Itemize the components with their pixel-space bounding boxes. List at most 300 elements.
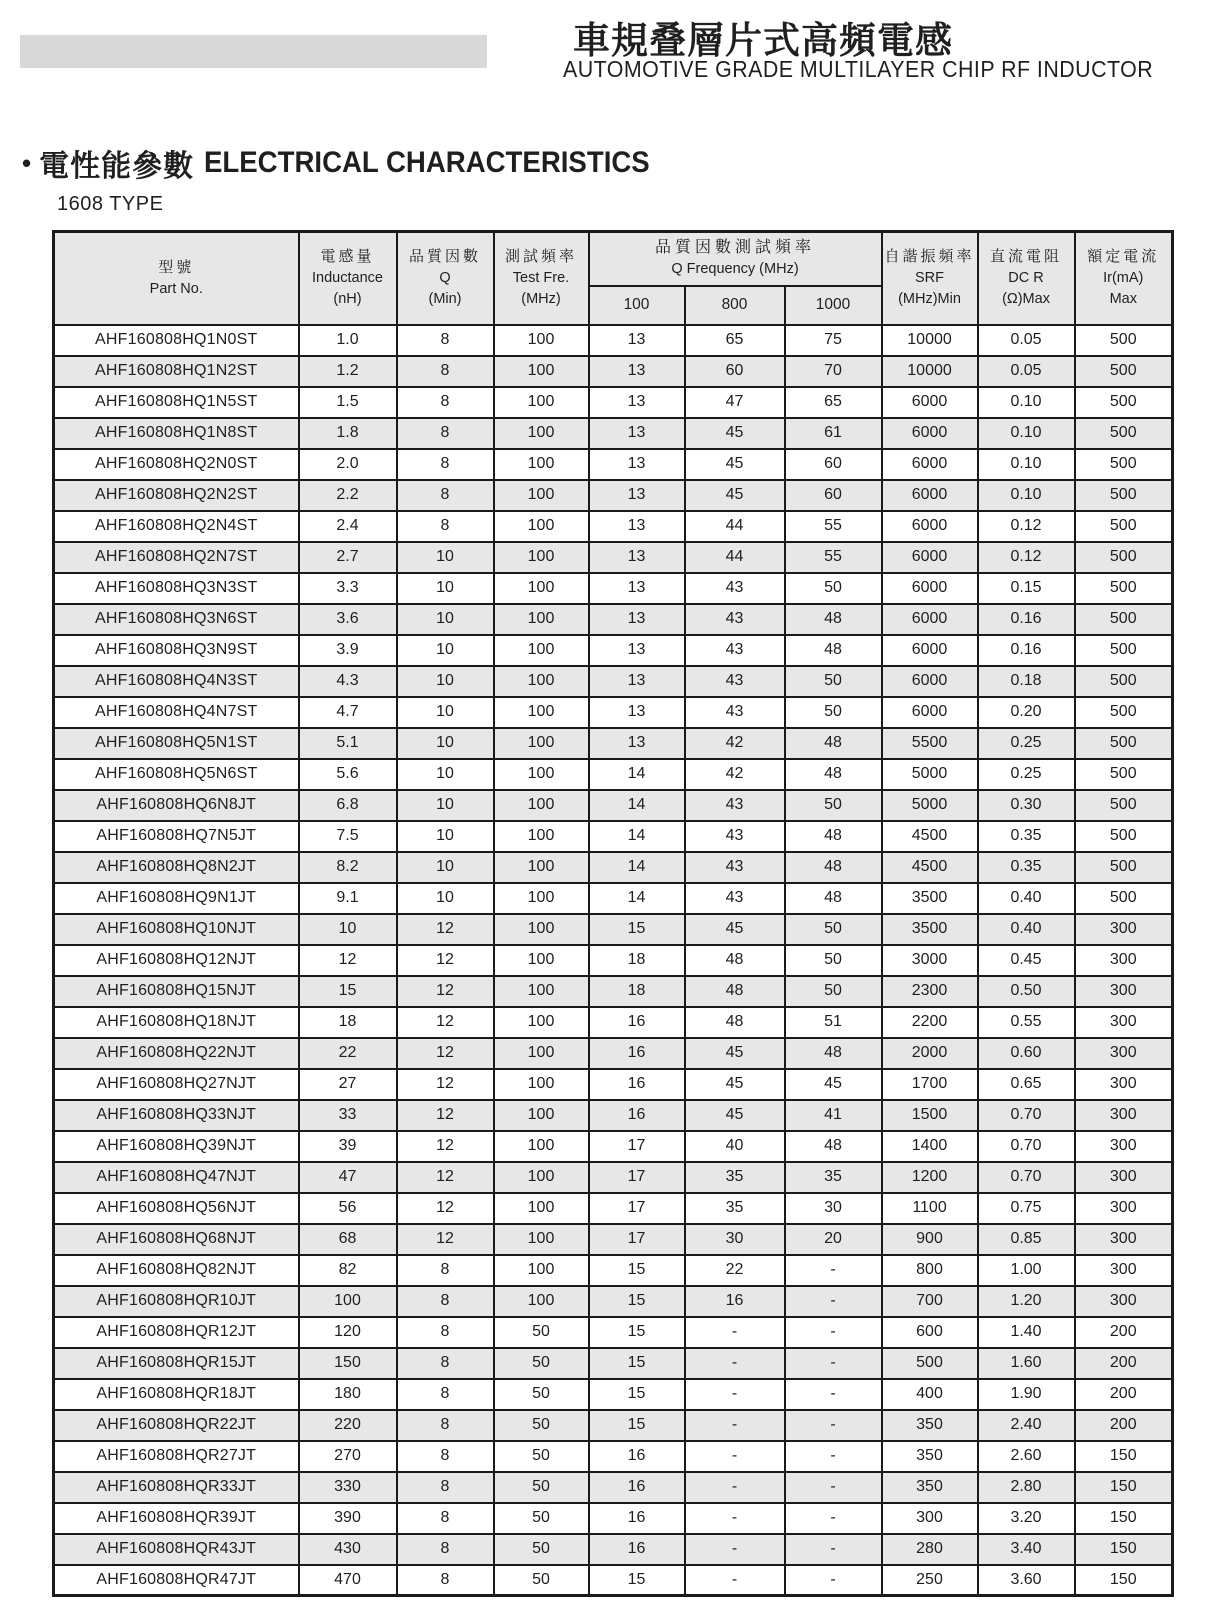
- part-no-cell: AHF160808HQ22NJT: [54, 1038, 299, 1069]
- part-no-cell: AHF160808HQR22JT: [54, 1410, 299, 1441]
- q-1000-cell: 50: [785, 666, 882, 697]
- inductance-cell: 3.9: [299, 635, 397, 666]
- test-frequency-cell: 100: [494, 945, 589, 976]
- inductance-cell: 2.2: [299, 480, 397, 511]
- inductance-cell: 47: [299, 1162, 397, 1193]
- q-800-cell: 43: [685, 821, 785, 852]
- dcr-cell: 0.15: [978, 573, 1075, 604]
- q-1000-cell: -: [785, 1565, 882, 1596]
- inductance-cell: 430: [299, 1534, 397, 1565]
- q-min-cell: 12: [397, 1038, 494, 1069]
- dcr-cell: 0.40: [978, 883, 1075, 914]
- dcr-cell: 0.70: [978, 1162, 1075, 1193]
- table-row: [54, 325, 1173, 356]
- q-1000-cell: 48: [785, 759, 882, 790]
- srf-cell: 500: [882, 1348, 978, 1379]
- dcr-cell: 0.20: [978, 697, 1075, 728]
- q-1000-cell: 55: [785, 511, 882, 542]
- dcr-cell: 0.10: [978, 480, 1075, 511]
- col-header-q-min: 品質因數 Q (Min): [397, 232, 494, 325]
- rated-current-cell: 500: [1075, 325, 1173, 356]
- q-1000-cell: 41: [785, 1100, 882, 1131]
- part-no-cell: AHF160808HQR15JT: [54, 1348, 299, 1379]
- part-no-cell: AHF160808HQ3N3ST: [54, 573, 299, 604]
- q-min-cell: 8: [397, 387, 494, 418]
- q-100-cell: 14: [589, 790, 685, 821]
- srf-cell: 6000: [882, 418, 978, 449]
- q-1000-cell: 61: [785, 418, 882, 449]
- q-800-cell: 45: [685, 449, 785, 480]
- part-no-cell: AHF160808HQ3N6ST: [54, 604, 299, 635]
- inductance-cell: 10: [299, 914, 397, 945]
- q-100-cell: 16: [589, 1503, 685, 1534]
- table-row: [54, 1410, 1173, 1441]
- rated-current-cell: 200: [1075, 1348, 1173, 1379]
- dcr-cell: 2.80: [978, 1472, 1075, 1503]
- q-100-cell: 16: [589, 1441, 685, 1472]
- part-no-cell: AHF160808HQ2N0ST: [54, 449, 299, 480]
- srf-cell: 6000: [882, 449, 978, 480]
- q-800-cell: 48: [685, 945, 785, 976]
- srf-cell: 280: [882, 1534, 978, 1565]
- test-frequency-cell: 100: [494, 1224, 589, 1255]
- q-min-cell: 12: [397, 1224, 494, 1255]
- dcr-cell: 3.60: [978, 1565, 1075, 1596]
- rated-current-cell: 200: [1075, 1410, 1173, 1441]
- q-800-cell: 22: [685, 1255, 785, 1286]
- inductance-cell: 100: [299, 1286, 397, 1317]
- dcr-cell: 0.65: [978, 1069, 1075, 1100]
- q-100-cell: 18: [589, 976, 685, 1007]
- q-min-cell: 12: [397, 1007, 494, 1038]
- q-800-cell: 43: [685, 666, 785, 697]
- q-100-cell: 13: [589, 449, 685, 480]
- rated-current-cell: 300: [1075, 914, 1173, 945]
- table-row: [54, 542, 1173, 573]
- part-no-cell: AHF160808HQR10JT: [54, 1286, 299, 1317]
- col-header-part-no: 型號 Part No.: [54, 232, 299, 325]
- q-800-cell: 45: [685, 1069, 785, 1100]
- table-row: [54, 945, 1173, 976]
- dcr-cell: 0.12: [978, 511, 1075, 542]
- test-frequency-cell: 100: [494, 883, 589, 914]
- srf-cell: 2000: [882, 1038, 978, 1069]
- table-row: [54, 635, 1173, 666]
- part-no-cell: AHF160808HQR27JT: [54, 1441, 299, 1472]
- inductance-cell: 39: [299, 1131, 397, 1162]
- srf-cell: 6000: [882, 542, 978, 573]
- q-min-cell: 12: [397, 1069, 494, 1100]
- rated-current-cell: 200: [1075, 1317, 1173, 1348]
- rated-current-cell: 300: [1075, 1162, 1173, 1193]
- srf-cell: 300: [882, 1503, 978, 1534]
- test-frequency-cell: 100: [494, 573, 589, 604]
- q-min-cell: 8: [397, 1503, 494, 1534]
- q-800-cell: -: [685, 1534, 785, 1565]
- part-no-cell: AHF160808HQ4N3ST: [54, 666, 299, 697]
- part-no-cell: AHF160808HQ56NJT: [54, 1193, 299, 1224]
- dcr-cell: 1.00: [978, 1255, 1075, 1286]
- q-800-cell: 42: [685, 759, 785, 790]
- q-800-cell: 43: [685, 883, 785, 914]
- rated-current-cell: 150: [1075, 1503, 1173, 1534]
- section-heading-en: ELECTRICAL CHARACTERISTICS: [204, 146, 650, 179]
- srf-cell: 1700: [882, 1069, 978, 1100]
- table-row: [54, 1100, 1173, 1131]
- srf-cell: 3500: [882, 883, 978, 914]
- q-min-cell: 10: [397, 697, 494, 728]
- col-header-q-1000: 1000: [785, 286, 882, 325]
- inductance-cell: 82: [299, 1255, 397, 1286]
- q-800-cell: 48: [685, 1007, 785, 1038]
- dcr-cell: 0.10: [978, 387, 1075, 418]
- q-800-cell: -: [685, 1317, 785, 1348]
- q-100-cell: 13: [589, 635, 685, 666]
- table-row: [54, 573, 1173, 604]
- col-header-q-100: 100: [589, 286, 685, 325]
- q-1000-cell: -: [785, 1503, 882, 1534]
- q-1000-cell: 35: [785, 1162, 882, 1193]
- srf-cell: 3500: [882, 914, 978, 945]
- inductance-cell: 2.0: [299, 449, 397, 480]
- part-no-cell: AHF160808HQ1N2ST: [54, 356, 299, 387]
- rated-current-cell: 150: [1075, 1441, 1173, 1472]
- table-row: [54, 511, 1173, 542]
- inductance-cell: 4.3: [299, 666, 397, 697]
- test-frequency-cell: 50: [494, 1348, 589, 1379]
- q-100-cell: 16: [589, 1038, 685, 1069]
- part-no-cell: AHF160808HQ8N2JT: [54, 852, 299, 883]
- q-100-cell: 13: [589, 666, 685, 697]
- q-800-cell: -: [685, 1565, 785, 1596]
- rated-current-cell: 300: [1075, 945, 1173, 976]
- srf-cell: 6000: [882, 666, 978, 697]
- table-row: [54, 480, 1173, 511]
- srf-cell: 4500: [882, 852, 978, 883]
- col-header-rated-current: 額定電流 Ir(mA) Max: [1075, 232, 1173, 325]
- q-min-cell: 8: [397, 325, 494, 356]
- test-frequency-cell: 100: [494, 1286, 589, 1317]
- q-1000-cell: 48: [785, 852, 882, 883]
- q-1000-cell: 48: [785, 883, 882, 914]
- srf-cell: 800: [882, 1255, 978, 1286]
- test-frequency-cell: 100: [494, 821, 589, 852]
- dcr-cell: 0.35: [978, 852, 1075, 883]
- q-1000-cell: -: [785, 1379, 882, 1410]
- electrical-characteristics-table: [52, 230, 1174, 1597]
- srf-cell: 3000: [882, 945, 978, 976]
- q-800-cell: 16: [685, 1286, 785, 1317]
- rated-current-cell: 300: [1075, 1224, 1173, 1255]
- inductance-cell: 1.2: [299, 356, 397, 387]
- q-800-cell: 47: [685, 387, 785, 418]
- q-100-cell: 13: [589, 480, 685, 511]
- rated-current-cell: 500: [1075, 728, 1173, 759]
- q-1000-cell: 50: [785, 945, 882, 976]
- table-row: [54, 852, 1173, 883]
- q-1000-cell: 20: [785, 1224, 882, 1255]
- table-row: [54, 1317, 1173, 1348]
- q-min-cell: 10: [397, 604, 494, 635]
- q-100-cell: 13: [589, 325, 685, 356]
- part-no-cell: AHF160808HQ1N0ST: [54, 325, 299, 356]
- test-frequency-cell: 100: [494, 1007, 589, 1038]
- part-no-cell: AHF160808HQ47NJT: [54, 1162, 299, 1193]
- srf-cell: 2300: [882, 976, 978, 1007]
- q-min-cell: 8: [397, 449, 494, 480]
- q-100-cell: 13: [589, 356, 685, 387]
- q-min-cell: 10: [397, 542, 494, 573]
- table-row: [54, 666, 1173, 697]
- rated-current-cell: 500: [1075, 883, 1173, 914]
- q-min-cell: 10: [397, 821, 494, 852]
- q-min-cell: 8: [397, 1410, 494, 1441]
- dcr-cell: 0.05: [978, 325, 1075, 356]
- part-no-cell: AHF160808HQR12JT: [54, 1317, 299, 1348]
- q-800-cell: -: [685, 1348, 785, 1379]
- dcr-cell: 0.10: [978, 449, 1075, 480]
- test-frequency-cell: 100: [494, 387, 589, 418]
- srf-cell: 250: [882, 1565, 978, 1596]
- part-no-cell: AHF160808HQ10NJT: [54, 914, 299, 945]
- table-row: [54, 1193, 1173, 1224]
- test-frequency-cell: 100: [494, 449, 589, 480]
- part-no-cell: AHF160808HQR47JT: [54, 1565, 299, 1596]
- q-100-cell: 14: [589, 883, 685, 914]
- col-header-dcr: 直流電阻 DC R (Ω)Max: [978, 232, 1075, 325]
- inductance-cell: 1.0: [299, 325, 397, 356]
- test-frequency-cell: 50: [494, 1441, 589, 1472]
- q-100-cell: 17: [589, 1193, 685, 1224]
- q-1000-cell: 70: [785, 356, 882, 387]
- rated-current-cell: 500: [1075, 821, 1173, 852]
- q-100-cell: 17: [589, 1162, 685, 1193]
- table-row: [54, 449, 1173, 480]
- table-row: [54, 1379, 1173, 1410]
- q-800-cell: 43: [685, 697, 785, 728]
- q-100-cell: 14: [589, 821, 685, 852]
- section-heading: [22, 141, 689, 185]
- rated-current-cell: 300: [1075, 1069, 1173, 1100]
- inductance-cell: 150: [299, 1348, 397, 1379]
- part-no-cell: AHF160808HQ2N4ST: [54, 511, 299, 542]
- srf-cell: 6000: [882, 511, 978, 542]
- dcr-cell: 0.45: [978, 945, 1075, 976]
- q-800-cell: 42: [685, 728, 785, 759]
- inductance-cell: 12: [299, 945, 397, 976]
- test-frequency-cell: 100: [494, 1131, 589, 1162]
- table-row: [54, 1534, 1173, 1565]
- dcr-cell: 1.40: [978, 1317, 1075, 1348]
- test-frequency-cell: 50: [494, 1503, 589, 1534]
- test-frequency-cell: 50: [494, 1534, 589, 1565]
- q-1000-cell: 50: [785, 697, 882, 728]
- srf-cell: 1400: [882, 1131, 978, 1162]
- inductance-cell: 120: [299, 1317, 397, 1348]
- rated-current-cell: 150: [1075, 1534, 1173, 1565]
- q-800-cell: 43: [685, 573, 785, 604]
- q-1000-cell: 48: [785, 1131, 882, 1162]
- part-no-cell: AHF160808HQ7N5JT: [54, 821, 299, 852]
- q-100-cell: 16: [589, 1534, 685, 1565]
- part-no-cell: AHF160808HQ4N7ST: [54, 697, 299, 728]
- inductance-cell: 4.7: [299, 697, 397, 728]
- q-800-cell: 43: [685, 604, 785, 635]
- inductance-cell: 6.8: [299, 790, 397, 821]
- q-min-cell: 10: [397, 666, 494, 697]
- q-1000-cell: -: [785, 1286, 882, 1317]
- srf-cell: 10000: [882, 356, 978, 387]
- test-frequency-cell: 50: [494, 1565, 589, 1596]
- q-1000-cell: 48: [785, 1038, 882, 1069]
- dcr-cell: 0.16: [978, 635, 1075, 666]
- dcr-cell: 0.18: [978, 666, 1075, 697]
- q-800-cell: 45: [685, 914, 785, 945]
- header-gray-bar: [20, 35, 487, 68]
- q-min-cell: 10: [397, 759, 494, 790]
- q-min-cell: 10: [397, 790, 494, 821]
- table-row: [54, 821, 1173, 852]
- table-row: [54, 976, 1173, 1007]
- rated-current-cell: 500: [1075, 852, 1173, 883]
- part-no-cell: AHF160808HQ2N2ST: [54, 480, 299, 511]
- q-min-cell: 8: [397, 1255, 494, 1286]
- q-100-cell: 14: [589, 759, 685, 790]
- rated-current-cell: 500: [1075, 604, 1173, 635]
- test-frequency-cell: 100: [494, 418, 589, 449]
- q-800-cell: 43: [685, 635, 785, 666]
- test-frequency-cell: 50: [494, 1379, 589, 1410]
- inductance-cell: 390: [299, 1503, 397, 1534]
- q-min-cell: 12: [397, 914, 494, 945]
- part-no-cell: AHF160808HQ12NJT: [54, 945, 299, 976]
- q-1000-cell: 48: [785, 728, 882, 759]
- table-row: [54, 1565, 1173, 1596]
- q-800-cell: 45: [685, 1038, 785, 1069]
- q-min-cell: 12: [397, 976, 494, 1007]
- q-100-cell: 15: [589, 1286, 685, 1317]
- test-frequency-cell: 100: [494, 480, 589, 511]
- q-min-cell: 8: [397, 1472, 494, 1503]
- part-no-cell: AHF160808HQR39JT: [54, 1503, 299, 1534]
- q-100-cell: 15: [589, 1255, 685, 1286]
- table-row: [54, 1472, 1173, 1503]
- col-header-srf: 自諧振頻率 SRF (MHz)Min: [882, 232, 978, 325]
- table-body: [54, 325, 1173, 1596]
- dcr-cell: 0.05: [978, 356, 1075, 387]
- test-frequency-cell: 100: [494, 511, 589, 542]
- srf-cell: 6000: [882, 604, 978, 635]
- table-row: [54, 1348, 1173, 1379]
- test-frequency-cell: 100: [494, 1193, 589, 1224]
- page-title-zh: 車規叠層片式高頻電感: [573, 20, 953, 61]
- rated-current-cell: 500: [1075, 573, 1173, 604]
- dcr-cell: 0.55: [978, 1007, 1075, 1038]
- q-800-cell: 43: [685, 852, 785, 883]
- dcr-cell: 0.16: [978, 604, 1075, 635]
- section-heading-zh: 電性能參數: [39, 150, 195, 183]
- test-frequency-cell: 100: [494, 852, 589, 883]
- part-no-cell: AHF160808HQ2N7ST: [54, 542, 299, 573]
- test-frequency-cell: 100: [494, 790, 589, 821]
- inductance-cell: 27: [299, 1069, 397, 1100]
- dcr-cell: 3.20: [978, 1503, 1075, 1534]
- q-800-cell: 40: [685, 1131, 785, 1162]
- test-frequency-cell: 100: [494, 1100, 589, 1131]
- rated-current-cell: 300: [1075, 1193, 1173, 1224]
- rated-current-cell: 150: [1075, 1565, 1173, 1596]
- q-800-cell: -: [685, 1379, 785, 1410]
- q-100-cell: 15: [589, 1410, 685, 1441]
- inductance-cell: 2.7: [299, 542, 397, 573]
- q-1000-cell: 30: [785, 1193, 882, 1224]
- q-1000-cell: 48: [785, 604, 882, 635]
- test-frequency-cell: 100: [494, 666, 589, 697]
- q-min-cell: 12: [397, 1131, 494, 1162]
- q-1000-cell: 55: [785, 542, 882, 573]
- table-row: [54, 1441, 1173, 1472]
- table-row: [54, 728, 1173, 759]
- q-100-cell: 15: [589, 1317, 685, 1348]
- q-800-cell: 45: [685, 480, 785, 511]
- test-frequency-cell: 100: [494, 759, 589, 790]
- type-label: 1608 TYPE: [57, 193, 164, 215]
- inductance-cell: 22: [299, 1038, 397, 1069]
- q-800-cell: -: [685, 1410, 785, 1441]
- rated-current-cell: 500: [1075, 387, 1173, 418]
- q-1000-cell: 51: [785, 1007, 882, 1038]
- dcr-cell: 0.70: [978, 1131, 1075, 1162]
- q-800-cell: 48: [685, 976, 785, 1007]
- inductance-cell: 3.3: [299, 573, 397, 604]
- q-100-cell: 13: [589, 387, 685, 418]
- q-100-cell: 15: [589, 1348, 685, 1379]
- part-no-cell: AHF160808HQ5N1ST: [54, 728, 299, 759]
- test-frequency-cell: 100: [494, 542, 589, 573]
- rated-current-cell: 500: [1075, 697, 1173, 728]
- q-1000-cell: 48: [785, 635, 882, 666]
- q-1000-cell: -: [785, 1534, 882, 1565]
- inductance-cell: 5.6: [299, 759, 397, 790]
- rated-current-cell: 500: [1075, 666, 1173, 697]
- inductance-cell: 1.8: [299, 418, 397, 449]
- part-no-cell: AHF160808HQR18JT: [54, 1379, 299, 1410]
- test-frequency-cell: 100: [494, 976, 589, 1007]
- q-1000-cell: 50: [785, 914, 882, 945]
- q-min-cell: 12: [397, 945, 494, 976]
- q-min-cell: 8: [397, 480, 494, 511]
- part-no-cell: AHF160808HQ1N5ST: [54, 387, 299, 418]
- q-800-cell: 43: [685, 790, 785, 821]
- rated-current-cell: 150: [1075, 1472, 1173, 1503]
- q-100-cell: 13: [589, 728, 685, 759]
- test-frequency-cell: 100: [494, 1255, 589, 1286]
- part-no-cell: AHF160808HQ82NJT: [54, 1255, 299, 1286]
- test-frequency-cell: 50: [494, 1410, 589, 1441]
- q-min-cell: 8: [397, 1286, 494, 1317]
- q-800-cell: -: [685, 1472, 785, 1503]
- test-frequency-cell: 100: [494, 604, 589, 635]
- inductance-cell: 1.5: [299, 387, 397, 418]
- q-800-cell: 65: [685, 325, 785, 356]
- dcr-cell: 2.60: [978, 1441, 1075, 1472]
- rated-current-cell: 200: [1075, 1379, 1173, 1410]
- q-min-cell: 8: [397, 356, 494, 387]
- srf-cell: 6000: [882, 387, 978, 418]
- srf-cell: 700: [882, 1286, 978, 1317]
- srf-cell: 6000: [882, 573, 978, 604]
- rated-current-cell: 500: [1075, 480, 1173, 511]
